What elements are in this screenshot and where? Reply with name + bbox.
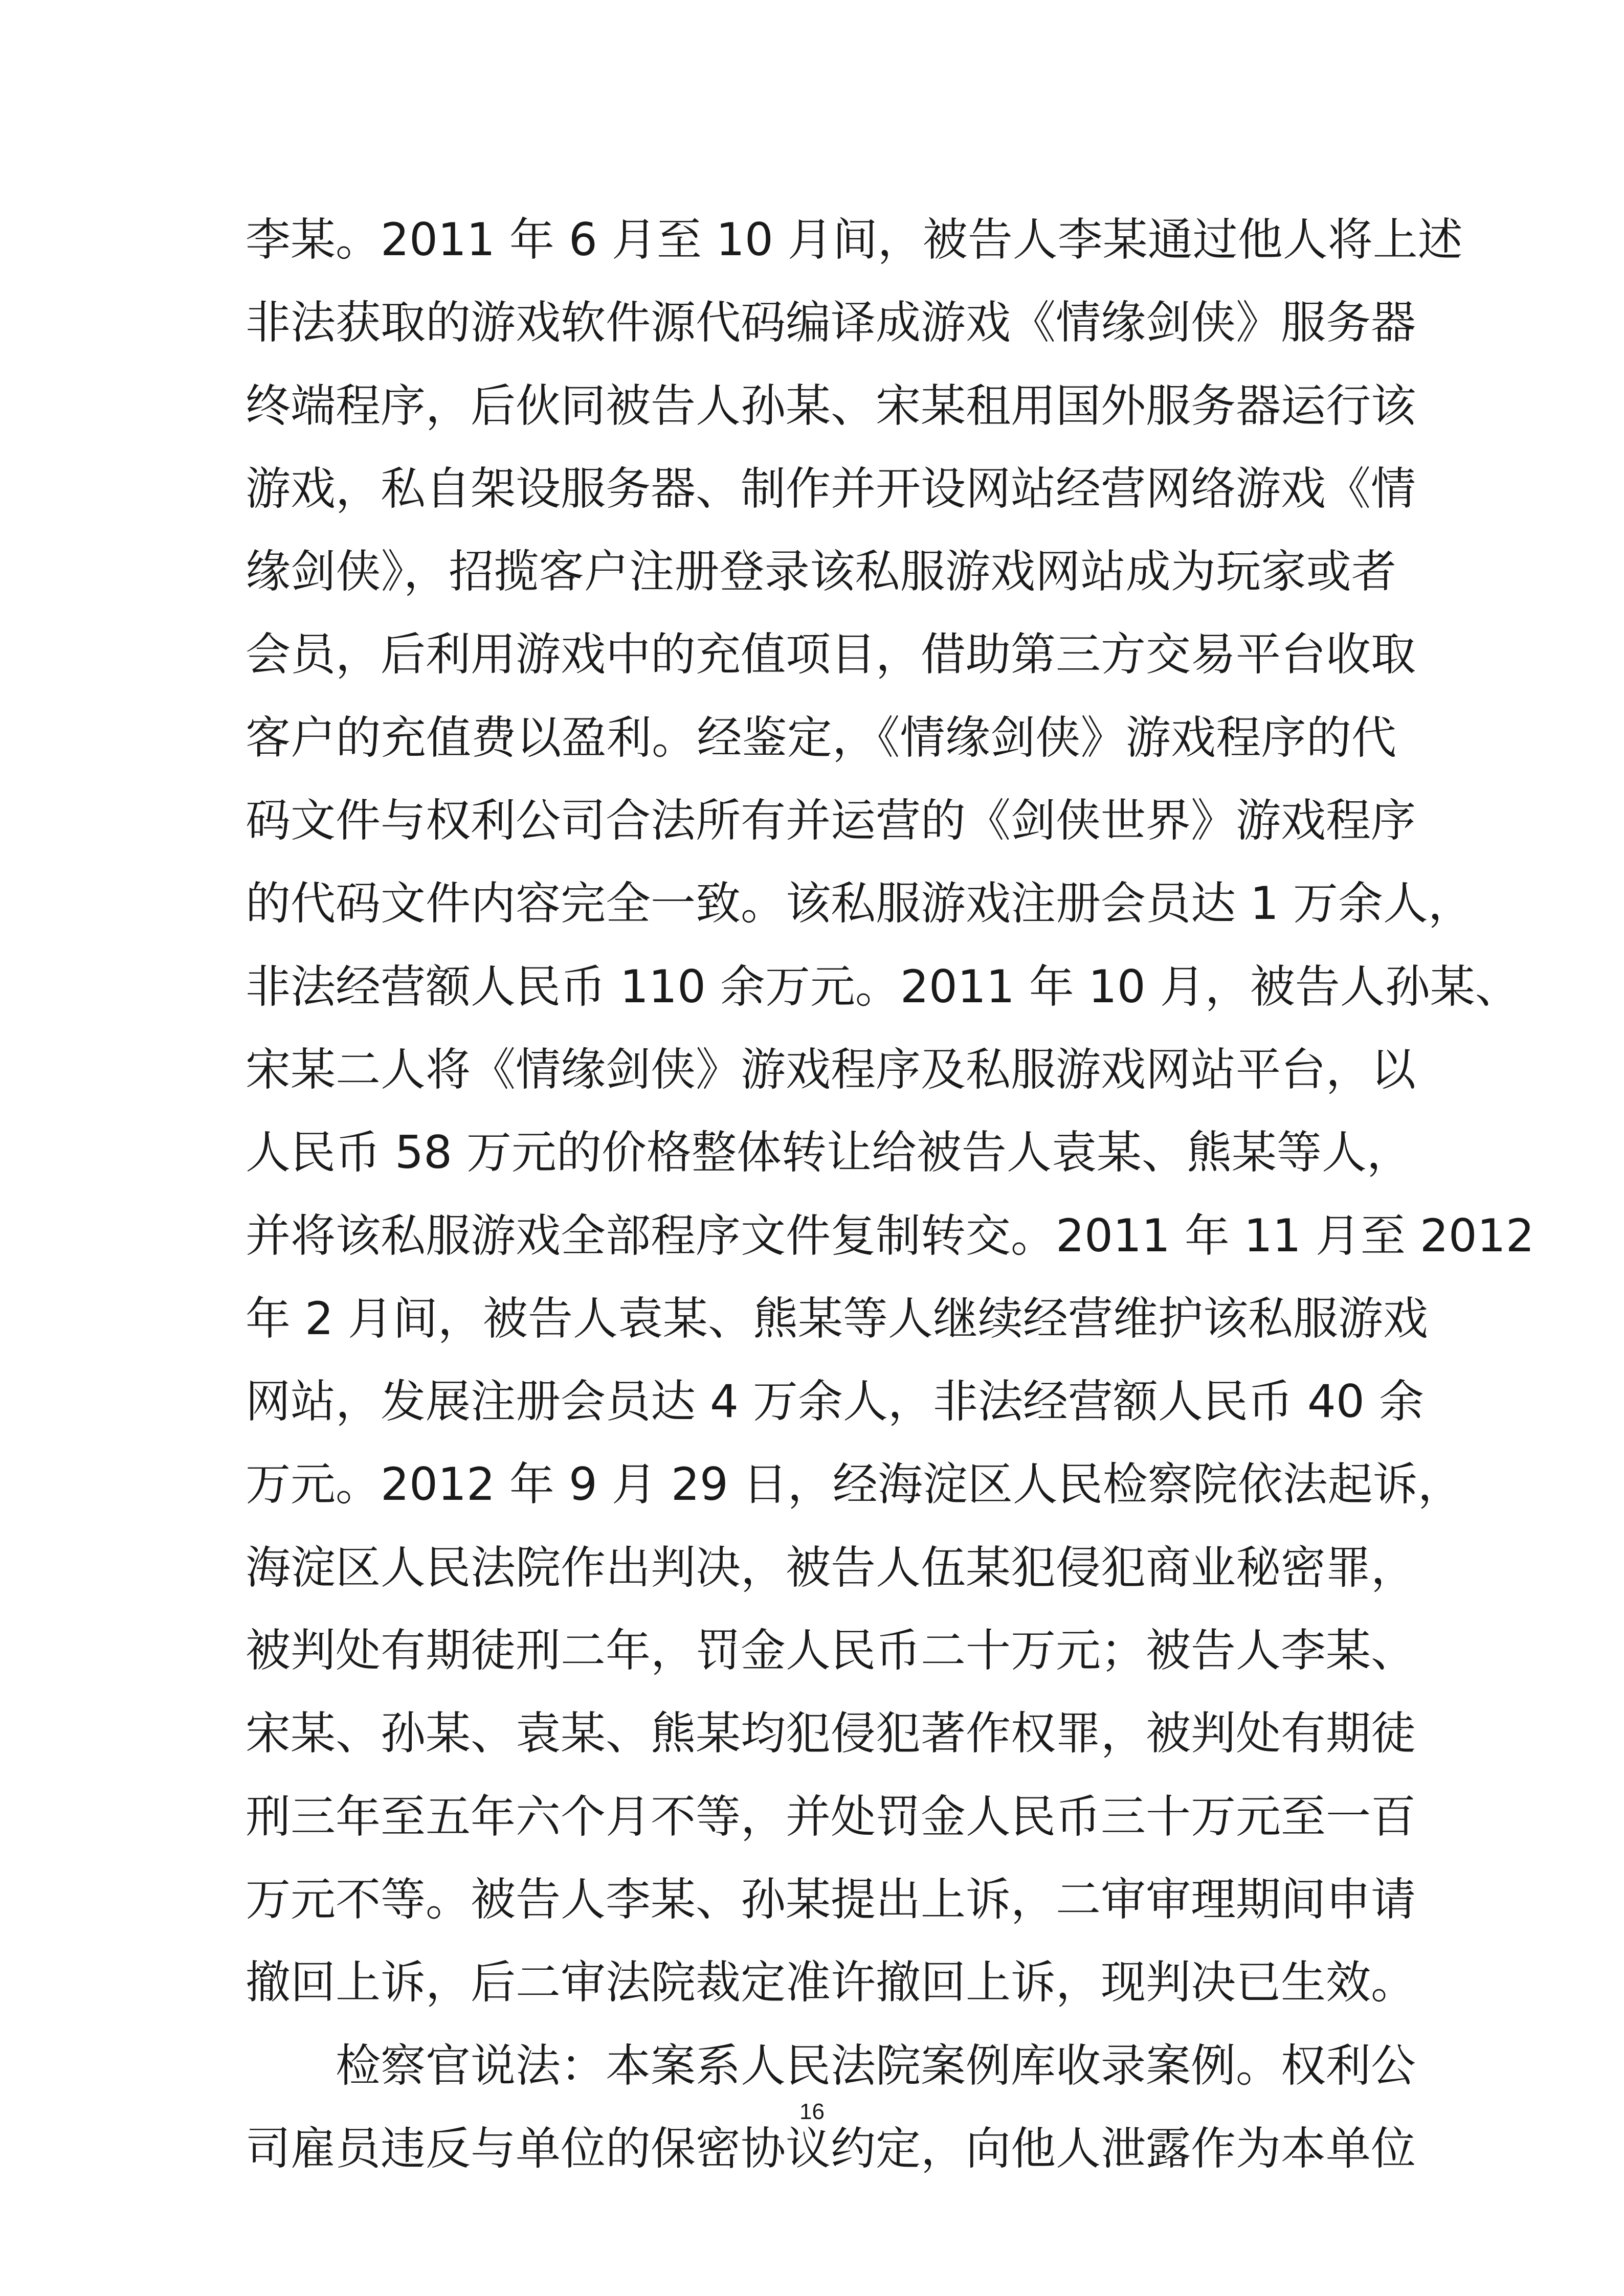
text-line: 非法获取的游戏软件源代码编译成游戏《情缘剑侠》服务器	[246, 296, 1416, 349]
text-line: 并将该私服游戏全部程序文件复制转交。2011 年 11 月至 2012	[246, 1209, 1534, 1262]
text-line: 海淀区人民法院作出判决，被告人伍某犯侵犯商业秘密罪，	[246, 1541, 1416, 1594]
text-line: 被判处有期徒刑二年，罚金人民币二十万元；被告人李某、	[246, 1624, 1416, 1677]
text-line: 会员，后利用游戏中的充值项目，借助第三方交易平台收取	[246, 628, 1416, 681]
text-line: 李某。2011 年 6 月至 10 月间，被告人李某通过他人将上述	[246, 213, 1463, 266]
text-line: 宋某、孙某、袁某、熊某均犯侵犯著作权罪，被判处有期徒	[246, 1707, 1416, 1760]
text-line: 网站，发展注册会员达 4 万余人，非法经营额人民币 40 余	[246, 1375, 1424, 1428]
text-line: 的代码文件内容完全一致。该私服游戏注册会员达 1 万余人，	[246, 877, 1473, 930]
text-line: 司雇员违反与单位的保密协议约定，向他人泄露作为本单位	[246, 2122, 1416, 2175]
text-line: 码文件与权利公司合法所有并运营的《剑侠世界》游戏程序	[246, 794, 1416, 847]
text-line: 撤回上诉，后二审法院裁定准许撤回上诉，现判决已生效。	[246, 1956, 1416, 2009]
page-number: 16	[799, 2099, 825, 2124]
text-line: 万元。2012 年 9 月 29 日，经海淀区人民检察院依法起诉，	[246, 1458, 1463, 1511]
text-line: 万元不等。被告人李某、孙某提出上诉，二审审理期间申请	[246, 1873, 1416, 1926]
body-text	[246, 198, 1534, 2190]
text-line: 人民币 58 万元的价格整体转让给被告人袁某、熊某等人，	[246, 1126, 1412, 1179]
text-line: 检察官说法：本案系人民法院案例库收录案例。权利公	[336, 2039, 1416, 2092]
text-line: 宋某二人将《情缘剑侠》游戏程序及私服游戏网站平台，以	[246, 1043, 1416, 1096]
text-line: 终端程序，后伙同被告人孙某、宋某租用国外服务器运行该	[246, 379, 1416, 432]
text-line: 游戏，私自架设服务器、制作并开设网站经营网络游戏《情	[246, 462, 1416, 515]
text-line: 非法经营额人民币 110 余万元。2011 年 10 月，被告人孙某、	[246, 960, 1520, 1013]
text-line: 年 2 月间，被告人袁某、熊某等人继续经营维护该私服游戏	[246, 1292, 1428, 1345]
text-line: 刑三年至五年六个月不等，并处罚金人民币三十万元至一百	[246, 1790, 1416, 1843]
text-line: 缘剑侠》，招揽客户注册登录该私服游戏网站成为玩家或者	[246, 545, 1396, 598]
text-line: 客户的充值费以盈利。经鉴定，《情缘剑侠》游戏程序的代	[246, 711, 1396, 764]
